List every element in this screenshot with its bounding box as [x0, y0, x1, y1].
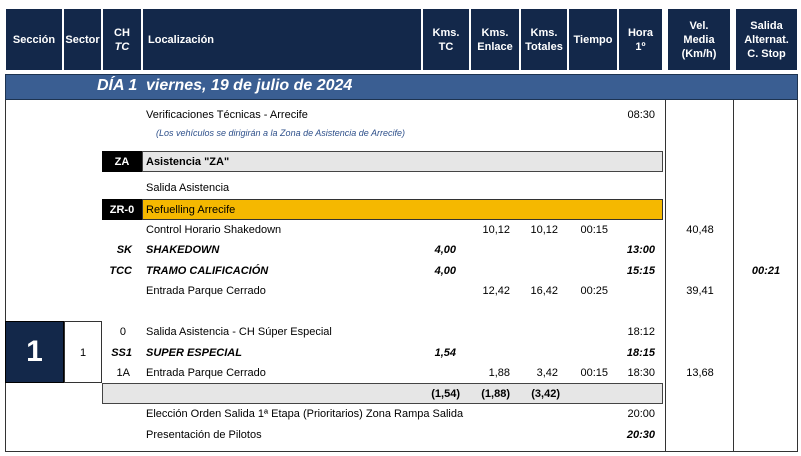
zr0-location: Refuelling Arrecife [146, 204, 236, 216]
eleccion-location: Elección Orden Salida 1ª Etapa (Prioritarios) Zona Rampa Salida [146, 408, 464, 420]
ch0-location: Salida Asistencia - CH Súper Especial [146, 326, 332, 338]
parque1-enlace: 12,42 [482, 285, 510, 297]
tcc-location: TRAMO CALIFICACIÓN [146, 265, 269, 277]
header-kms-totales: Kms. Totales [520, 8, 568, 71]
zr0-ch: ZR-0 [102, 199, 142, 220]
ss1-tc: 1,54 [434, 347, 456, 359]
header-sector: Sector [63, 8, 102, 71]
parque1-totales: 16,42 [530, 285, 558, 297]
header-kms-enlace: Kms. Enlace [470, 8, 520, 71]
ss1-ch: SS1 [111, 347, 132, 359]
verif-location: Verificaciones Técnicas - Arrecife [146, 109, 308, 121]
header-localizacion: Localización [142, 8, 422, 71]
sk-hora: 13:00 [626, 244, 655, 256]
tcc-salida-alternat: 00:21 [751, 265, 781, 277]
ch-shake-tiempo: 00:15 [580, 224, 608, 236]
sector-number: 1 [79, 347, 87, 359]
ch1a-enlace: 1,88 [488, 367, 510, 379]
header-tiempo: Tiempo [568, 8, 618, 71]
ss1-location: SUPER ESPECIAL [146, 347, 242, 359]
tcc-ch: TCC [109, 265, 132, 277]
za-location: Asistencia "ZA" [146, 156, 230, 168]
ch0-hora: 18:12 [627, 326, 655, 338]
section-totals-bar [102, 383, 663, 404]
ch-shake-location: Control Horario Shakedown [146, 224, 282, 236]
totals-enlace: (1,88) [481, 388, 510, 400]
verif-hora: 08:30 [627, 109, 655, 121]
sk-ch: SK [116, 244, 132, 256]
ch-shake-totales: 10,12 [530, 224, 558, 236]
verif-note: (Los vehículos se dirigirán a la Zona de Asistencia de Arrecife) [156, 128, 405, 138]
section-number: 1 [5, 321, 64, 383]
vel-column-frame [666, 100, 734, 452]
eleccion-hora: 20:00 [627, 408, 655, 420]
presentacion-hora: 20:30 [626, 429, 655, 441]
totals-totales: (3,42) [531, 388, 560, 400]
day-date: viernes, 19 de julio de 2024 [146, 77, 353, 94]
presentacion-location: Presentación de Pilotos [146, 429, 262, 441]
ch1a-location: Entrada Parque Cerrado [146, 367, 266, 379]
ch1a-tiempo: 00:15 [580, 367, 608, 379]
ss1-hora: 18:15 [626, 347, 655, 359]
ch0-ch: 0 [119, 326, 126, 338]
ch1a-hora: 18:30 [627, 367, 655, 379]
parque1-location: Entrada Parque Cerrado [146, 285, 266, 297]
parque1-vel: 39,41 [686, 285, 714, 297]
sk-tc: 4,00 [434, 244, 456, 256]
parque1-tiempo: 00:25 [580, 285, 608, 297]
za-ch: ZA [102, 151, 142, 172]
salida-asistencia-location: Salida Asistencia [146, 182, 230, 194]
ch1a-vel: 13,68 [686, 367, 714, 379]
tcc-hora: 15:15 [626, 265, 655, 277]
day-label: DÍA 1 [97, 77, 138, 94]
header-ch: CH TC [102, 8, 142, 71]
totals-tc: (1,54) [431, 388, 460, 400]
tcc-tc: 4,00 [434, 265, 456, 277]
ch-shake-vel: 40,48 [686, 224, 714, 236]
header-hora: Hora 1º [618, 8, 663, 71]
ch-shake-enlace: 10,12 [482, 224, 510, 236]
ch1a-ch: 1A [116, 367, 130, 379]
sk-location: SHAKEDOWN [146, 244, 220, 256]
header-vel-media: Vel. Media (Km/h) [667, 8, 731, 71]
header-kms-tc: Kms. TC [422, 8, 470, 71]
header-seccion: Sección [5, 8, 63, 71]
ch1a-totales: 3,42 [536, 367, 558, 379]
header-salida-alternat: Salida Alternat. C. Stop [735, 8, 798, 71]
